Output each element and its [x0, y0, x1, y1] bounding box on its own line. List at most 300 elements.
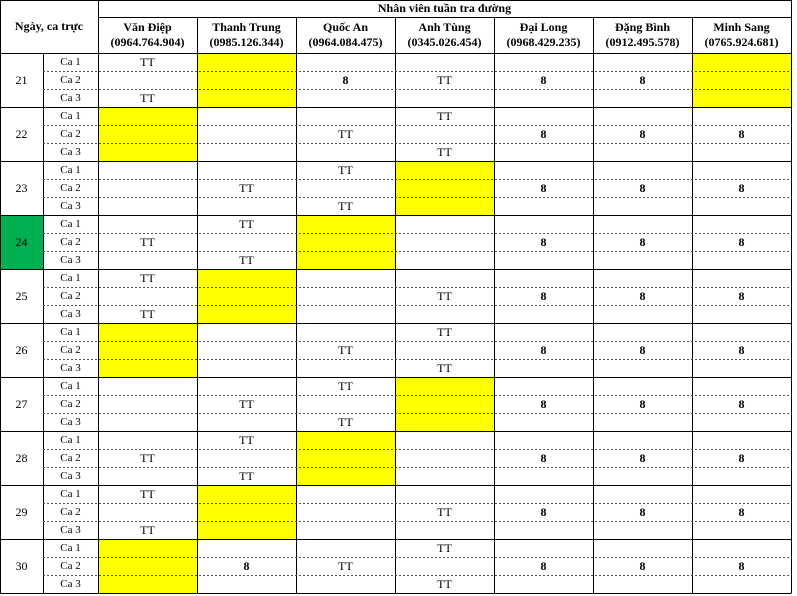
- shift-cell[interactable]: [395, 521, 494, 539]
- staff-column-header: [197, 17, 296, 53]
- shift-label-text: Ca 3: [60, 578, 81, 590]
- shift-cell[interactable]: [494, 359, 593, 377]
- shift-cell[interactable]: [296, 431, 395, 449]
- shift-cell[interactable]: [692, 89, 791, 107]
- shift-cell[interactable]: 8: [342, 72, 349, 87]
- shift-cell[interactable]: [98, 161, 197, 179]
- shift-cell[interactable]: [98, 71, 197, 89]
- shift-cell[interactable]: TT: [140, 90, 155, 105]
- shift-cell[interactable]: [395, 449, 494, 467]
- shift-cell[interactable]: TT: [140, 450, 155, 465]
- shift-label: [43, 557, 98, 575]
- staff-column-header: [98, 17, 197, 53]
- shift-cell[interactable]: [296, 233, 395, 251]
- shift-label-text: Ca 1: [60, 218, 81, 230]
- shift-cell[interactable]: TT: [338, 198, 353, 213]
- shift-cell[interactable]: TT: [239, 216, 254, 231]
- shift-cell[interactable]: 8: [639, 180, 646, 195]
- shift-cell[interactable]: [197, 197, 296, 215]
- shift-label: [43, 305, 98, 323]
- shift-cell[interactable]: [98, 179, 197, 197]
- staff-phone: (0985.126.344): [209, 35, 284, 49]
- shift-cell[interactable]: [593, 305, 692, 323]
- shift-cell[interactable]: [197, 539, 296, 557]
- shift-label-text: Ca 2: [60, 344, 81, 356]
- shift-cell[interactable]: [98, 377, 197, 395]
- shift-cell[interactable]: [296, 503, 395, 521]
- shift-label: [43, 89, 98, 107]
- shift-cell[interactable]: [692, 53, 791, 71]
- shift-cell[interactable]: 8: [639, 234, 646, 249]
- shift-cell[interactable]: [98, 431, 197, 449]
- shift-cell[interactable]: 8: [738, 504, 745, 519]
- shift-label-text: Ca 1: [60, 542, 81, 554]
- staff-phone: (0964.764.904): [110, 35, 185, 49]
- shift-label-text: Ca 2: [60, 560, 81, 572]
- staff-phone: (0964.084.475): [308, 35, 383, 49]
- shift-cell[interactable]: [197, 449, 296, 467]
- shift-label-text: Ca 2: [60, 452, 81, 464]
- shift-label: [43, 179, 98, 197]
- shift-cell[interactable]: [197, 521, 296, 539]
- shift-cell[interactable]: [197, 161, 296, 179]
- shift-cell[interactable]: 8: [738, 288, 745, 303]
- shift-label-text: Ca 3: [60, 200, 81, 212]
- shift-cell[interactable]: [494, 305, 593, 323]
- shift-cell[interactable]: [692, 575, 791, 593]
- shift-cell[interactable]: [296, 107, 395, 125]
- shift-cell[interactable]: [494, 467, 593, 485]
- shift-cell[interactable]: [395, 413, 494, 431]
- shift-cell[interactable]: [98, 395, 197, 413]
- shift-label-text: Ca 1: [60, 110, 81, 122]
- shift-cell[interactable]: [197, 53, 296, 71]
- shift-label-text: Ca 3: [60, 254, 81, 266]
- shift-cell[interactable]: 8: [243, 558, 250, 573]
- shift-label-text: Ca 2: [60, 128, 81, 140]
- shift-cell[interactable]: [692, 251, 791, 269]
- shift-cell[interactable]: [197, 377, 296, 395]
- shift-cell[interactable]: 8: [540, 288, 547, 303]
- day-number: 28: [15, 450, 28, 465]
- staff-name: Minh Sang: [713, 20, 770, 34]
- shift-cell[interactable]: [593, 143, 692, 161]
- shift-cell[interactable]: 8: [639, 396, 646, 411]
- shift-cell[interactable]: TT: [140, 522, 155, 537]
- shift-cell[interactable]: [593, 215, 692, 233]
- shift-cell[interactable]: [593, 269, 692, 287]
- shift-cell[interactable]: [98, 197, 197, 215]
- shift-cell[interactable]: [197, 107, 296, 125]
- shift-label-text: Ca 2: [60, 398, 81, 410]
- shift-cell[interactable]: [98, 467, 197, 485]
- shift-cell[interactable]: 8: [540, 72, 547, 87]
- day-cell[interactable]: [0, 377, 43, 431]
- shift-cell[interactable]: [197, 233, 296, 251]
- shift-label: [43, 575, 98, 593]
- shift-cell[interactable]: [197, 485, 296, 503]
- shift-cell[interactable]: TT: [338, 558, 353, 573]
- shift-cell[interactable]: TT: [437, 540, 452, 555]
- shift-cell[interactable]: TT: [338, 162, 353, 177]
- shift-cell[interactable]: [692, 521, 791, 539]
- shift-cell[interactable]: [98, 251, 197, 269]
- shift-cell[interactable]: [494, 539, 593, 557]
- shift-cell[interactable]: [494, 323, 593, 341]
- shift-label: [43, 413, 98, 431]
- shift-cell[interactable]: [593, 89, 692, 107]
- shift-cell[interactable]: [395, 395, 494, 413]
- shift-cell[interactable]: TT: [239, 180, 254, 195]
- shift-label-text: Ca 2: [60, 182, 81, 194]
- shift-cell[interactable]: 8: [639, 504, 646, 519]
- shift-cell[interactable]: 8: [738, 234, 745, 249]
- shift-label: [43, 143, 98, 161]
- shift-cell[interactable]: [494, 251, 593, 269]
- shift-label: [43, 197, 98, 215]
- shift-label-text: Ca 1: [60, 272, 81, 284]
- shift-cell[interactable]: [593, 431, 692, 449]
- shift-cell[interactable]: 8: [540, 396, 547, 411]
- shift-cell[interactable]: [494, 161, 593, 179]
- shift-cell[interactable]: [494, 197, 593, 215]
- shift-cell[interactable]: TT: [338, 414, 353, 429]
- shift-label-text: Ca 3: [60, 416, 81, 428]
- shift-cell[interactable]: [296, 269, 395, 287]
- shift-cell[interactable]: [395, 215, 494, 233]
- day-cell[interactable]: [0, 539, 43, 593]
- shift-cell[interactable]: [98, 557, 197, 575]
- shift-label-text: Ca 3: [60, 308, 81, 320]
- shift-cell[interactable]: [98, 539, 197, 557]
- shift-label: [43, 323, 98, 341]
- staff-name: Đặng Bình: [614, 20, 671, 34]
- shift-cell[interactable]: [296, 485, 395, 503]
- shift-cell[interactable]: [98, 215, 197, 233]
- staff-group-header: [98, 0, 791, 17]
- shift-cell[interactable]: [692, 467, 791, 485]
- shift-cell[interactable]: [98, 323, 197, 341]
- shift-cell[interactable]: [197, 71, 296, 89]
- shift-label-text: Ca 1: [60, 56, 81, 68]
- shift-cell[interactable]: TT: [140, 234, 155, 249]
- day-number: 22: [15, 126, 28, 141]
- shift-cell[interactable]: 8: [738, 126, 745, 141]
- shift-cell[interactable]: [692, 161, 791, 179]
- shift-label-text: Ca 3: [60, 92, 81, 104]
- shift-label: [43, 359, 98, 377]
- shift-cell[interactable]: [692, 269, 791, 287]
- shift-cell[interactable]: [692, 305, 791, 323]
- shift-cell[interactable]: [98, 287, 197, 305]
- staff-column-header: [494, 17, 593, 53]
- shift-cell[interactable]: [197, 287, 296, 305]
- shift-label: [43, 521, 98, 539]
- shift-cell[interactable]: [692, 539, 791, 557]
- shift-cell[interactable]: [494, 377, 593, 395]
- shift-label: [43, 233, 98, 251]
- shift-cell[interactable]: [197, 125, 296, 143]
- shift-label-text: Ca 2: [60, 74, 81, 86]
- shift-cell[interactable]: [593, 413, 692, 431]
- shift-cell[interactable]: [593, 359, 692, 377]
- day-cell[interactable]: [0, 53, 43, 107]
- shift-cell[interactable]: [197, 269, 296, 287]
- shift-cell[interactable]: [395, 467, 494, 485]
- shift-cell[interactable]: [197, 359, 296, 377]
- shift-cell[interactable]: TT: [140, 306, 155, 321]
- shift-cell[interactable]: [197, 89, 296, 107]
- shift-cell[interactable]: [593, 575, 692, 593]
- day-number: 30: [15, 558, 28, 573]
- shift-cell[interactable]: [494, 521, 593, 539]
- shift-cell[interactable]: [593, 539, 692, 557]
- day-cell[interactable]: [0, 161, 43, 215]
- shift-cell[interactable]: [395, 431, 494, 449]
- shift-cell[interactable]: [692, 485, 791, 503]
- shift-label: [43, 161, 98, 179]
- shift-cell[interactable]: TT: [437, 576, 452, 591]
- shift-cell[interactable]: [593, 485, 692, 503]
- shift-cell[interactable]: 8: [738, 342, 745, 357]
- shift-cell[interactable]: [197, 503, 296, 521]
- shift-cell[interactable]: [197, 323, 296, 341]
- shift-cell[interactable]: [692, 413, 791, 431]
- shift-cell[interactable]: [296, 179, 395, 197]
- shift-cell[interactable]: [494, 269, 593, 287]
- shift-cell[interactable]: [98, 413, 197, 431]
- shift-cell[interactable]: 8: [639, 72, 646, 87]
- shift-cell[interactable]: [593, 323, 692, 341]
- shift-cell[interactable]: [494, 53, 593, 71]
- shift-cell[interactable]: [395, 251, 494, 269]
- staff-name: Quốc An: [322, 20, 368, 34]
- shift-label: [43, 53, 98, 71]
- shift-cell[interactable]: TT: [338, 342, 353, 357]
- staff-phone: (0968.429.235): [506, 35, 581, 49]
- day-number: 23: [15, 180, 28, 195]
- shift-cell[interactable]: [395, 179, 494, 197]
- shift-cell[interactable]: [593, 53, 692, 71]
- shift-cell[interactable]: 8: [540, 450, 547, 465]
- shift-label: [43, 215, 98, 233]
- shift-cell[interactable]: [692, 71, 791, 89]
- staff-name: Văn Điệp: [123, 20, 172, 34]
- shift-cell[interactable]: [296, 539, 395, 557]
- shift-cell[interactable]: [296, 143, 395, 161]
- shift-cell[interactable]: [395, 269, 494, 287]
- shift-cell[interactable]: [692, 431, 791, 449]
- shift-cell[interactable]: [593, 161, 692, 179]
- day-number: 25: [15, 288, 28, 303]
- day-cell[interactable]: [0, 215, 43, 269]
- shift-label: [43, 431, 98, 449]
- shift-cell[interactable]: TT: [239, 432, 254, 447]
- day-cell[interactable]: [0, 269, 43, 323]
- day-cell[interactable]: [0, 323, 43, 377]
- shift-cell[interactable]: [395, 341, 494, 359]
- shift-cell[interactable]: 8: [639, 288, 646, 303]
- staff-name: Thanh Trung: [212, 20, 281, 34]
- shift-cell[interactable]: TT: [140, 486, 155, 501]
- shift-label: [43, 341, 98, 359]
- shift-cell[interactable]: 8: [540, 342, 547, 357]
- shift-label: [43, 107, 98, 125]
- shift-cell[interactable]: [692, 215, 791, 233]
- shift-cell[interactable]: [395, 377, 494, 395]
- shift-cell[interactable]: TT: [338, 126, 353, 141]
- shift-cell[interactable]: [296, 89, 395, 107]
- shift-cell[interactable]: [692, 323, 791, 341]
- shift-label: [43, 71, 98, 89]
- shift-cell[interactable]: [494, 431, 593, 449]
- shift-cell[interactable]: [593, 197, 692, 215]
- shift-cell[interactable]: [98, 341, 197, 359]
- staff-name: Anh Tùng: [418, 20, 471, 34]
- shift-cell[interactable]: [692, 377, 791, 395]
- day-cell[interactable]: [0, 485, 43, 539]
- shift-cell[interactable]: [494, 143, 593, 161]
- shift-cell[interactable]: [98, 143, 197, 161]
- shift-cell[interactable]: [395, 89, 494, 107]
- staff-phone: (0912.495.578): [605, 35, 680, 49]
- shift-cell[interactable]: [98, 125, 197, 143]
- shift-label: [43, 503, 98, 521]
- shift-cell[interactable]: 8: [540, 234, 547, 249]
- shift-cell[interactable]: [98, 503, 197, 521]
- shift-cell[interactable]: [395, 53, 494, 71]
- shift-cell[interactable]: [197, 305, 296, 323]
- shift-label: [43, 539, 98, 557]
- shift-label: [43, 467, 98, 485]
- shift-cell[interactable]: 8: [540, 180, 547, 195]
- staff-column-header: [692, 17, 791, 53]
- shift-cell[interactable]: [296, 575, 395, 593]
- shift-cell[interactable]: 8: [738, 396, 745, 411]
- shift-cell[interactable]: [593, 251, 692, 269]
- shift-cell[interactable]: [395, 485, 494, 503]
- shift-cell[interactable]: [494, 215, 593, 233]
- day-cell[interactable]: [0, 107, 43, 161]
- staff-column-header: [593, 17, 692, 53]
- shift-cell[interactable]: [395, 557, 494, 575]
- shift-cell[interactable]: [296, 449, 395, 467]
- shift-cell[interactable]: TT: [140, 270, 155, 285]
- shift-cell[interactable]: [692, 143, 791, 161]
- shift-cell[interactable]: [197, 575, 296, 593]
- shift-cell[interactable]: 8: [639, 450, 646, 465]
- day-number: 29: [15, 504, 28, 519]
- shift-cell[interactable]: TT: [239, 396, 254, 411]
- shift-cell[interactable]: [494, 89, 593, 107]
- shift-cell[interactable]: [692, 107, 791, 125]
- shift-cell[interactable]: [98, 107, 197, 125]
- shift-cell[interactable]: 8: [738, 450, 745, 465]
- shift-cell[interactable]: [395, 233, 494, 251]
- shift-cell[interactable]: TT: [338, 378, 353, 393]
- shift-cell[interactable]: 8: [639, 558, 646, 573]
- shift-cell[interactable]: 8: [540, 504, 547, 519]
- shift-cell[interactable]: [494, 485, 593, 503]
- shift-cell[interactable]: [296, 323, 395, 341]
- shift-cell[interactable]: [296, 467, 395, 485]
- day-number: 24: [15, 234, 28, 249]
- shift-cell[interactable]: [296, 287, 395, 305]
- shift-cell[interactable]: [494, 107, 593, 125]
- shift-cell[interactable]: [395, 305, 494, 323]
- shift-cell[interactable]: [593, 467, 692, 485]
- shift-cell[interactable]: 8: [540, 126, 547, 141]
- shift-label-text: Ca 3: [60, 362, 81, 374]
- shift-label-text: Ca 3: [60, 146, 81, 158]
- shift-cell[interactable]: 8: [639, 126, 646, 141]
- shift-label-text: Ca 1: [60, 434, 81, 446]
- shift-cell[interactable]: [296, 521, 395, 539]
- shift-cell[interactable]: [197, 143, 296, 161]
- shift-label: [43, 485, 98, 503]
- corner-header: [0, 0, 98, 53]
- shift-cell[interactable]: [296, 53, 395, 71]
- shift-cell[interactable]: TT: [239, 252, 254, 267]
- shift-cell[interactable]: TT: [437, 324, 452, 339]
- shift-cell[interactable]: [197, 413, 296, 431]
- shift-cell[interactable]: [98, 575, 197, 593]
- shift-cell[interactable]: TT: [437, 504, 452, 519]
- shift-cell[interactable]: [494, 575, 593, 593]
- shift-label-text: Ca 1: [60, 488, 81, 500]
- staff-column-header: [296, 17, 395, 53]
- shift-cell[interactable]: 8: [540, 558, 547, 573]
- shift-cell[interactable]: TT: [437, 144, 452, 159]
- shift-cell[interactable]: TT: [239, 468, 254, 483]
- day-number: 26: [15, 342, 28, 357]
- day-cell[interactable]: [0, 431, 43, 485]
- shift-label-text: Ca 1: [60, 164, 81, 176]
- shift-label-text: Ca 3: [60, 470, 81, 482]
- shift-cell[interactable]: [296, 215, 395, 233]
- shift-cell[interactable]: [593, 107, 692, 125]
- shift-cell[interactable]: TT: [437, 288, 452, 303]
- shift-cell[interactable]: TT: [437, 108, 452, 123]
- shift-cell[interactable]: [296, 305, 395, 323]
- shift-cell[interactable]: [395, 161, 494, 179]
- shift-cell[interactable]: [98, 359, 197, 377]
- shift-cell[interactable]: 8: [639, 342, 646, 357]
- shift-label-text: Ca 2: [60, 506, 81, 518]
- shift-cell[interactable]: [296, 359, 395, 377]
- shift-cell[interactable]: 8: [738, 180, 745, 195]
- shift-label: [43, 125, 98, 143]
- shift-cell[interactable]: [692, 359, 791, 377]
- shift-cell[interactable]: [494, 413, 593, 431]
- day-number: 21: [15, 72, 28, 87]
- shift-cell[interactable]: 8: [738, 558, 745, 573]
- shift-cell[interactable]: [395, 125, 494, 143]
- shift-cell[interactable]: [593, 521, 692, 539]
- shift-cell[interactable]: [296, 251, 395, 269]
- shift-cell[interactable]: [395, 197, 494, 215]
- shift-cell[interactable]: TT: [140, 54, 155, 69]
- shift-cell[interactable]: TT: [437, 72, 452, 87]
- shift-cell[interactable]: [296, 395, 395, 413]
- shift-label: [43, 269, 98, 287]
- shift-label: [43, 449, 98, 467]
- shift-cell[interactable]: [593, 377, 692, 395]
- shift-cell[interactable]: TT: [437, 360, 452, 375]
- shift-cell[interactable]: [197, 341, 296, 359]
- shift-cell[interactable]: [692, 197, 791, 215]
- shift-label-text: Ca 2: [60, 236, 81, 248]
